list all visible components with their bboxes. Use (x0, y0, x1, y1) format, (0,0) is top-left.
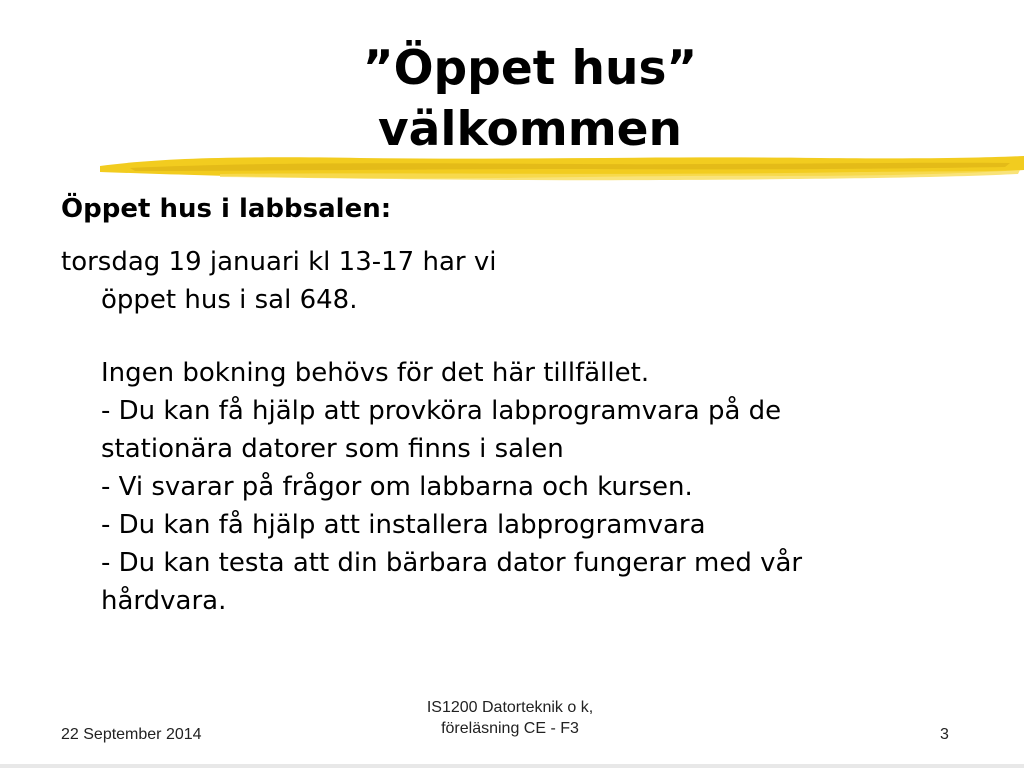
body-line: - Du kan få hjälp att installera labprogramvara (101, 510, 706, 540)
title-line-1: ”Öppet hus” (362, 41, 698, 96)
intro-line-2: öppet hus i sal 648. (101, 285, 358, 315)
footer-date: 22 September 2014 (61, 726, 202, 743)
footer-course (390, 697, 630, 739)
footer-course-line-1: IS1200 Datorteknik o k, (426, 699, 594, 716)
body-line: - Du kan få hjälp att provköra labprogramvara på de (101, 396, 782, 426)
page-number: 3 (940, 726, 949, 743)
footer-course-line-2: föreläsning CE - F3 (441, 720, 579, 737)
body-line: - Du kan testa att din bärbara dator fungerar med vår (101, 548, 803, 578)
section-heading: Öppet hus i labbsalen: (61, 194, 392, 224)
title-underline-brushstroke (100, 150, 1024, 190)
slide-title (250, 38, 810, 160)
body-line: Ingen bokning behövs för det här tillfället. (101, 358, 650, 388)
slide-body (61, 243, 961, 620)
bottom-divider (0, 764, 1024, 768)
intro-line-1: torsdag 19 januari kl 13-17 har vi (61, 247, 497, 277)
body-line: stationära datorer som finns i salen (101, 434, 564, 464)
paragraph-gap (61, 319, 961, 354)
body-line: - Vi svarar på frågor om labbarna och kursen. (101, 472, 693, 502)
title-line-2: välkommen (377, 102, 683, 157)
body-line: hårdvara. (101, 586, 227, 616)
